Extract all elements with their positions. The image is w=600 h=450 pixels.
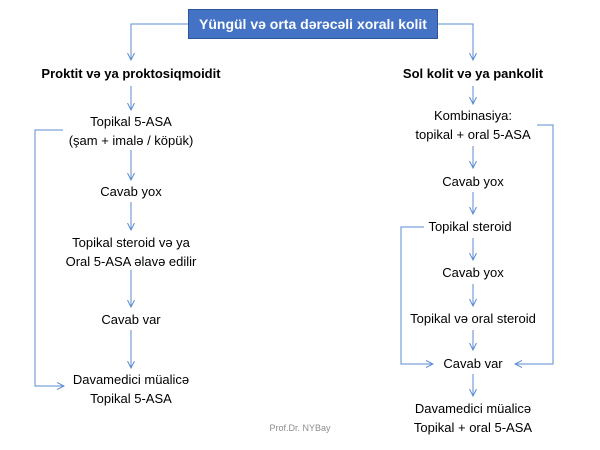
left-step-maintenance — [73, 370, 189, 408]
right-step-combination — [415, 106, 530, 144]
connector-right-steroid-loop — [401, 227, 433, 364]
right-step-no-response-1 — [442, 172, 503, 191]
left-step-3-line-1: Topikal steroid və ya — [72, 235, 190, 250]
right-step-5-line-1: Topikal və oral steroid — [410, 311, 536, 326]
right-step-2-line-1: Cavab yox — [442, 174, 504, 189]
left-step-topical-5asa — [69, 112, 194, 150]
left-step-1-line-1: Topikal 5-ASA — [90, 114, 172, 129]
right-branch-heading: Sol kolit və ya pankolit — [402, 66, 544, 81]
right-step-7-line-2: Topikal + oral 5-ASA — [413, 420, 533, 435]
right-step-topical-steroid — [428, 217, 511, 236]
right-step-7-line-1: Davamedici müalicə — [414, 401, 532, 416]
right-step-1-line-1: Kombinasiya: — [433, 108, 513, 123]
left-step-add-steroid — [66, 233, 197, 271]
left-step-5-line-2: Topikal 5-ASA — [90, 391, 172, 406]
connector-left-bypass — [35, 130, 64, 386]
connector-title-to-left-heading — [131, 24, 188, 60]
right-step-no-response-2 — [442, 263, 503, 282]
diagram-title: Yüngül və orta dərəcəli xoralı kolit — [188, 9, 438, 39]
left-step-3-line-2: Oral 5-ASA əlavə edilir — [65, 254, 197, 269]
right-step-4-line-1: Cavab yox — [442, 265, 504, 280]
left-step-4-line-1: Cavab var — [101, 312, 161, 327]
left-step-5-line-1: Davamedici müalicə — [72, 372, 190, 387]
left-step-response — [101, 310, 160, 329]
left-branch-heading: Proktit və ya proktosiqmoidit — [41, 66, 221, 81]
right-step-response — [443, 354, 502, 373]
left-step-2-line-1: Cavab yox — [100, 184, 162, 199]
left-step-no-response — [100, 182, 161, 201]
right-step-1-line-2: topikal + oral 5-ASA — [415, 127, 531, 142]
right-step-topical-oral-steroid — [410, 309, 536, 328]
right-step-3-line-1: Topikal steroid — [428, 219, 512, 234]
connector-right-combo-loop — [515, 125, 553, 364]
right-step-maintenance — [414, 399, 532, 437]
right-step-6-line-1: Cavab var — [443, 356, 503, 371]
author-credit: Prof.Dr. NYBay — [269, 423, 331, 433]
left-step-1-line-2: (şam + imalə / köpük) — [68, 133, 194, 148]
connector-title-to-right-heading — [438, 24, 473, 60]
